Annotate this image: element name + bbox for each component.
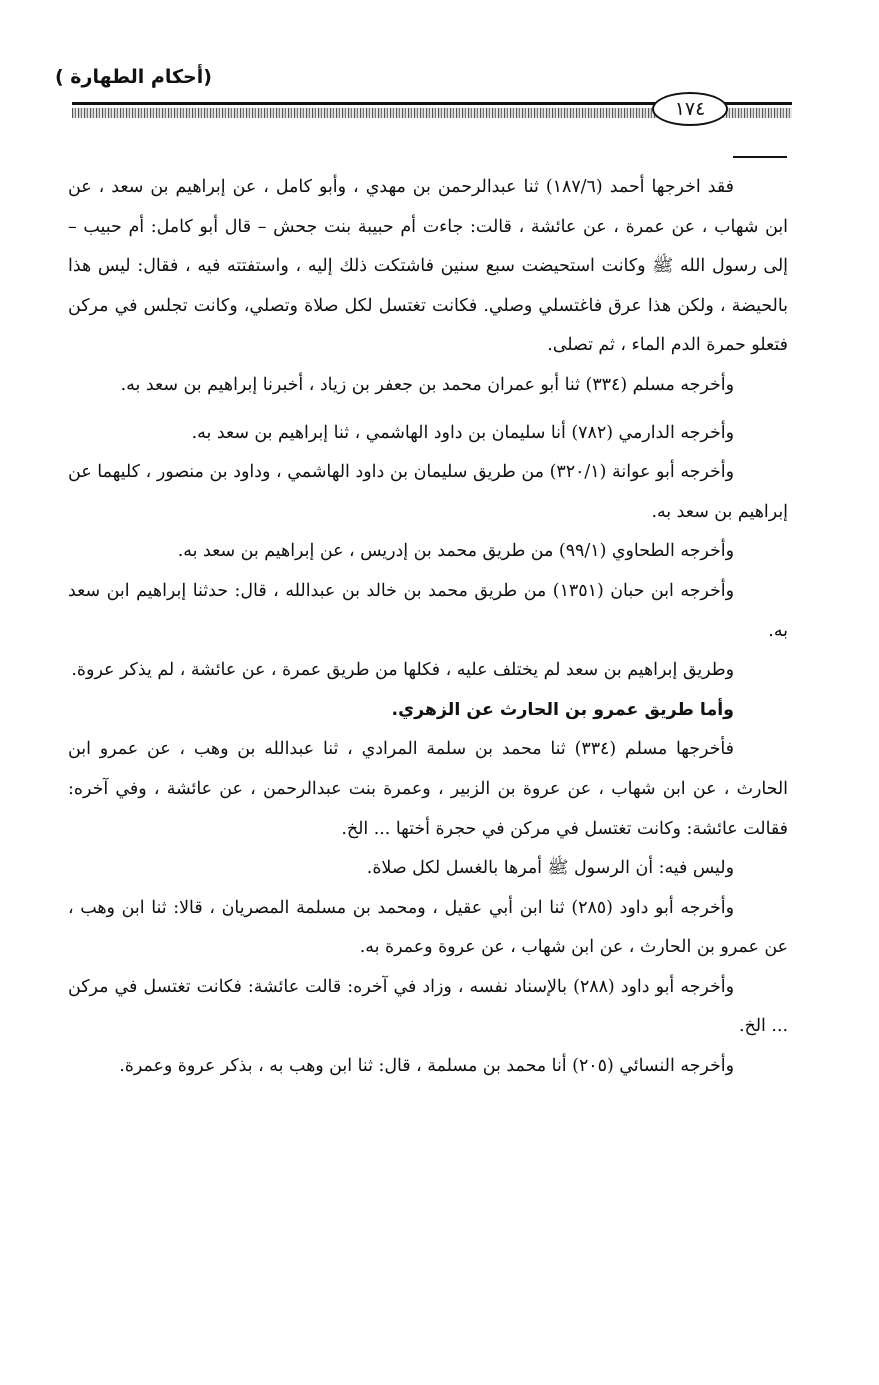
section-heading: وأما طريق عمرو بن الحارث عن الزهري. xyxy=(391,699,734,720)
paragraph-1: فقد اخرجها أحمد (١٨٧/٦) ثنا عبدالرحمن بن مهدي ، وأبو كامل ، عن إبراهيم بن سعد ، عن ابن شهاب ، عن عمرة ، عن عائشة ، قالت: جاءت أم حبيبة بنت جحش – قال أبو كامل: أم حبيب – إلى رسول الله ﷺ وكانت استحيضت سبع سنين فاشتكت ذلك إليه ، واستفتته فيه ، فقال: ليس هذا بالحيضة ، ولكن هذا عرق فاغتسلي وصلي. فكانت تغتسل لكل صلاة وتصلي، وكانت تجلس في مركن فتعلو حمرة الدم الماء ، ثم تصلى. xyxy=(68,177,788,356)
paragraph-11: وأخرجه أبو داود (٢٨٨) بالإسناد نفسه ، وزاد في آخره: قالت عائشة: فكانت تغتسل في مركن ... الخ. xyxy=(68,976,788,1037)
paragraph-9: وليس فيه: أن الرسول ﷺ أمرها بالغسل لكل صلاة. xyxy=(366,858,734,879)
paragraph-8: فأخرجها مسلم (٣٣٤) ثنا محمد بن سلمة المرادي ، ثنا عبدالله بن وهب ، عن عمرو ابن الحارث ، عن ابن شهاب ، عن عروة بن الزبير ، وعمرة بنت عبدالرحمن ، عن عائشة ، وفي آخره: فقالت عائشة: وكانت تغتسل في مركن في حجرة أختها ... الخ. xyxy=(68,739,788,839)
book-title: (أحكام الطهارة ) xyxy=(55,66,212,88)
paragraph-5: وأخرجه الطحاوي (٩٩/١) من طريق محمد بن إدريس ، عن إبراهيم بن سعد به. xyxy=(177,541,734,562)
paragraph-2: وأخرجه مسلم (٣٣٤) ثنا أبو عمران محمد بن جعفر بن زياد ، أخبرنا إبراهيم بن سعد به. xyxy=(120,374,734,395)
footnote-separator xyxy=(733,156,787,158)
paragraph-7: وطريق إبراهيم بن سعد لم يختلف عليه ، فكلها من طريق عمرة ، عن عائشة ، لم يذكر عروة. xyxy=(71,660,734,681)
paragraph-10: وأخرجه أبو داود (٢٨٥) ثنا ابن أبي عقيل ، ومحمد بن مسلمة المصريان ، قالا: ثنا ابن وهب ، عن عمرو بن الحارث ، عن ابن شهاب ، عن عروة وعمرة به. xyxy=(68,897,788,958)
page-body xyxy=(68,168,788,1087)
page-number: ١٧٤ xyxy=(652,92,728,126)
paragraph-6: وأخرجه ابن حبان (١٣٥١) من طريق محمد بن خالد بن عبدالله ، قال: حدثنا إبراهيم ابن سعد به. xyxy=(68,580,788,641)
paragraph-12: وأخرجه النسائي (٢٠٥) أنا محمد بن مسلمة ، قال: ثنا ابن وهب به ، بذكر عروة وعمرة. xyxy=(119,1056,734,1077)
paragraph-4: وأخرجه أبو عوانة (٣٢٠/١) من طريق سليمان بن داود الهاشمي ، وداود بن منصور ، كليهما عن إبراهيم بن سعد به. xyxy=(68,462,788,522)
paragraph-3: وأخرجه الدارمي (٧٨٢) أنا سليمان بن داود الهاشمي ، ثنا إبراهيم بن سعد به. xyxy=(191,422,734,443)
